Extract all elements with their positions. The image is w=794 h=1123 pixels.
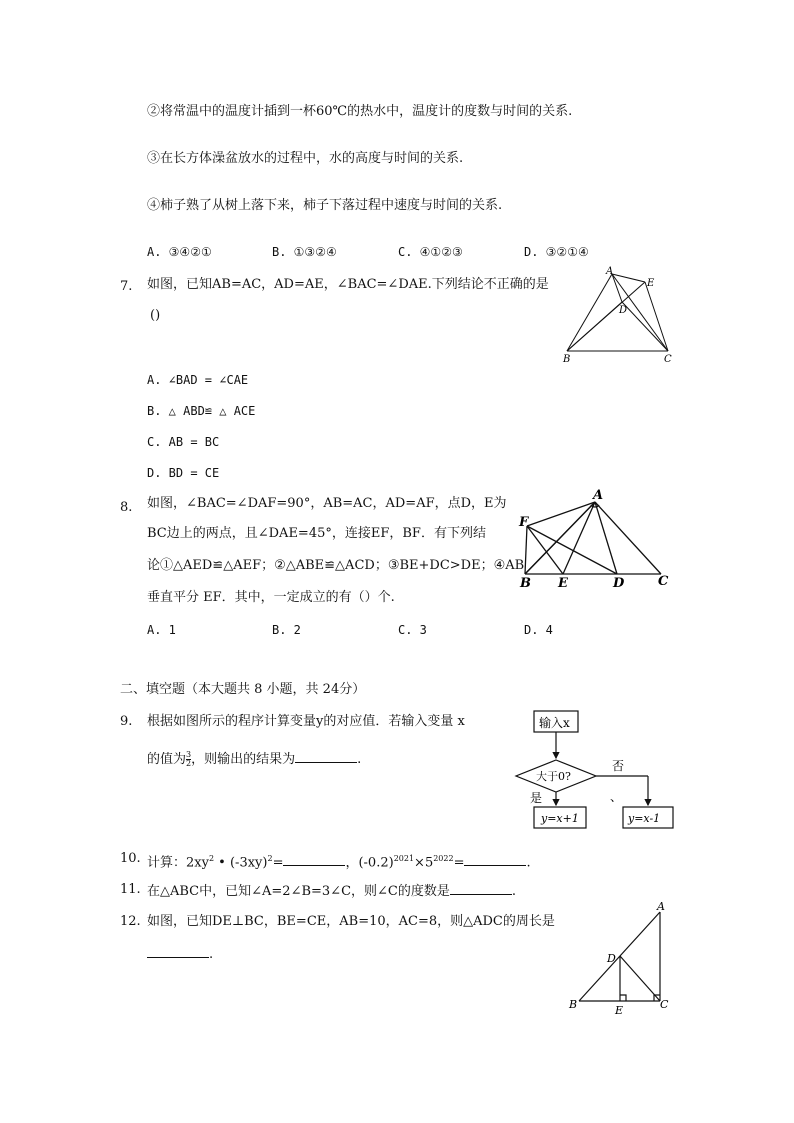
q8-line-1: 如图，∠BAC=∠DAF=90°，AB=AC，AD=AF，点D，E为 xyxy=(147,496,507,511)
q7-option-c: C. AB = BC xyxy=(147,435,220,449)
q12-label-b: B xyxy=(569,998,578,1011)
flow-mark: 、 xyxy=(610,790,623,804)
q10-sup-e: 2022 xyxy=(433,854,454,863)
q11-line xyxy=(147,882,516,900)
q9-flowchart xyxy=(508,708,678,836)
q6-option-a: A. ③④②① xyxy=(147,245,212,259)
flow-input-label: 输入x xyxy=(539,716,570,730)
q10-part-b: • (-3xy) xyxy=(214,855,268,871)
q11-text: 在△ABC中，已知∠A=2∠B=3∠C，则∠C的度数是 xyxy=(147,884,450,899)
q7-label-d: D xyxy=(619,305,628,316)
q10-text xyxy=(147,851,531,871)
q7-option-b: B. △ ABD≌ △ ACE xyxy=(147,404,256,418)
q9-answer-blank xyxy=(295,750,357,763)
q8-label-a: A xyxy=(593,488,604,503)
q8-option-d: D. 4 xyxy=(524,623,553,637)
q8-option-c: C. 3 xyxy=(398,623,427,637)
q12-text: 如图，已知DE⊥BC，BE=CE，AB=10，AC=8，则△ADC的周长是 xyxy=(147,914,555,929)
q10-sup-d: 2021 xyxy=(393,854,415,863)
q11-number: 11. xyxy=(120,882,141,897)
q8-line-4: 垂直平分 EF．其中，一定成立的有（）个. xyxy=(147,590,395,605)
q8-line-2: BC边上的两点，且∠DAE=45°，连接EF，BF．有下列结 xyxy=(147,526,486,541)
q7-option-d: D. BD = CE xyxy=(147,466,220,480)
q9-line-2 xyxy=(147,750,361,768)
q7-label-c: C xyxy=(664,354,672,365)
q9-text-a: 的值为 xyxy=(147,752,187,767)
q8-label-e: E xyxy=(558,576,568,591)
q12-figure xyxy=(563,900,683,1020)
flow-no-label: 否 xyxy=(612,759,625,773)
q12-label-c: C xyxy=(660,998,669,1011)
q10-end: . xyxy=(526,855,531,871)
q6-option-c: C. ④①②③ xyxy=(398,245,463,259)
q12-line-2 xyxy=(147,945,213,963)
q7-text: 如图，已知AB=AC，AD=AE，∠BAC=∠DAE.下列结论不正确的是 xyxy=(147,277,549,292)
q11-answer-blank xyxy=(450,882,512,895)
q9-number: 9. xyxy=(120,714,133,729)
q8-line-3: 论①△AED≌△AEF；②△ABE≌△ACD；③BE+DC>DE；④AB xyxy=(147,558,525,573)
q10-blank-1 xyxy=(283,853,345,866)
q12-label-a: A xyxy=(657,900,665,913)
flow-decision-label: 大于0? xyxy=(536,770,571,783)
q10-part-a: 计算：2xy xyxy=(147,855,209,871)
q7-figure xyxy=(555,262,685,366)
q10-part-c: = xyxy=(272,855,284,871)
q7-label-b: B xyxy=(563,354,571,365)
q9-fraction-den: 2 xyxy=(186,759,192,768)
q12-label-d: D xyxy=(607,952,616,965)
q8-figure xyxy=(515,486,675,590)
section-2-heading: 二、填空题（本大题共 8 小题，共 24分） xyxy=(120,682,366,697)
q6-option-b: B. ①③②④ xyxy=(272,245,337,259)
q12-answer-blank xyxy=(147,945,209,958)
q8-label-c: C xyxy=(658,574,669,589)
q8-label-b: B xyxy=(520,576,531,591)
q7-option-a: A. ∠BAD = ∠CAE xyxy=(147,373,249,387)
q6-option-d: D. ③②①④ xyxy=(524,245,589,259)
q12-label-e: E xyxy=(615,1004,624,1017)
q10-part-e: ×5 xyxy=(414,855,434,871)
q6-statement-4: ④柿子熟了从树上落下来，柿子下落过程中速度与时间的关系. xyxy=(147,198,503,213)
q10-sup-a: 2 xyxy=(208,854,215,863)
q7-answer-paren: () xyxy=(150,308,161,323)
q11-end: . xyxy=(511,884,517,899)
q10-blank-2 xyxy=(464,853,526,866)
q9-end: . xyxy=(357,752,362,767)
q6-statement-2: ②将常温中的温度计插到一杯60℃的热水中，温度计的度数与时间的关系. xyxy=(147,104,573,119)
q7-number: 7. xyxy=(120,279,133,294)
q9-text-b: ，则输出的结果为 xyxy=(191,752,296,767)
q8-option-b: B. 2 xyxy=(272,623,301,637)
q10-part-f: = xyxy=(453,855,465,871)
q10-sup-b: 2 xyxy=(267,854,273,863)
flow-output-no: y=x-1 xyxy=(628,812,661,825)
q8-label-d: D xyxy=(613,576,625,591)
q8-label-f: F xyxy=(519,515,529,530)
flow-output-yes: y=x+1 xyxy=(541,812,579,825)
q10-number: 10. xyxy=(120,851,141,866)
q9-line-1: 根据如图所示的程序计算变量y的对应值．若输入变量 x xyxy=(147,714,465,729)
q8-number: 8. xyxy=(120,500,133,515)
flow-yes-label: 是 xyxy=(530,791,543,805)
q9-fraction-num: 3 xyxy=(186,750,192,759)
q7-label-a: A xyxy=(606,266,614,277)
q8-option-a: A. 1 xyxy=(147,623,176,637)
q6-statement-3: ③在长方体澡盆放水的过程中，水的高度与时间的关系. xyxy=(147,151,464,166)
q12-number: 12. xyxy=(120,914,141,929)
q10-part-d: ，(-0.2) xyxy=(345,855,394,871)
q12-end: . xyxy=(209,947,214,962)
q7-label-e: E xyxy=(647,278,655,289)
